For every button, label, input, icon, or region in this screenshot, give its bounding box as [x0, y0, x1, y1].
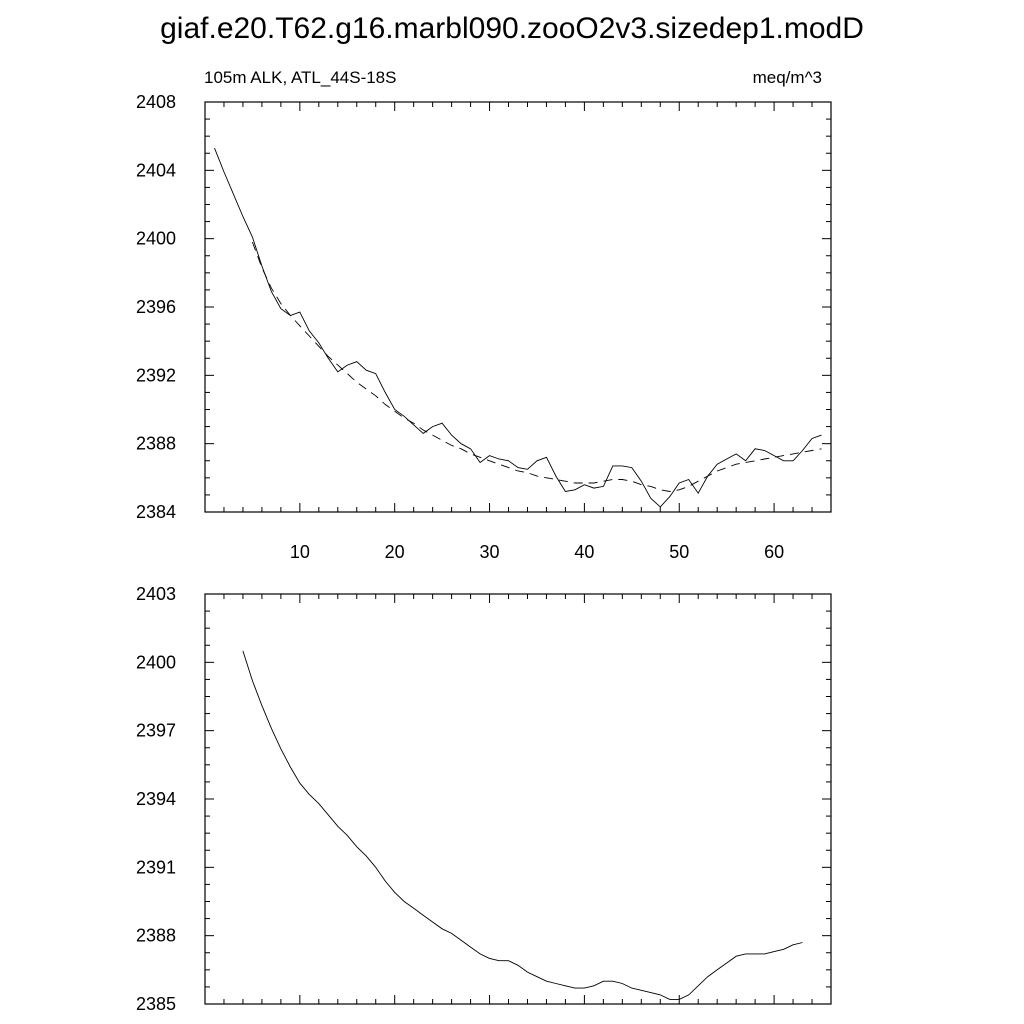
top-panel-y-tick-label: 2396	[135, 297, 176, 317]
top-panel-lines	[215, 148, 822, 507]
top-panel-x-tick-label: 60	[764, 542, 785, 562]
top-panel-x-tick-label: 40	[574, 542, 595, 562]
top-panel-y-tick-label: 2392	[135, 365, 176, 386]
top-panel-x-tick-label: 50	[669, 542, 690, 562]
bottom-panel	[136, 584, 831, 1014]
top-panel-ticks	[205, 102, 831, 512]
top-panel-y-tick-label: 2388	[135, 433, 176, 454]
top-panel-series-solid-0	[215, 148, 822, 507]
top-panel-tick-labels	[136, 92, 784, 562]
top-panel-x-tick-label: 20	[384, 542, 405, 562]
bottom-panel-lines	[243, 651, 803, 1000]
bottom-panel-y-tick-label: 2385	[135, 994, 176, 1014]
top-panel-y-tick-label: 2408	[135, 92, 176, 112]
top-panel-variable-label: 105m ALK, ATL_44S-18S	[204, 68, 397, 87]
top-panel-unit-label: meq/m^3	[752, 68, 822, 87]
top-panel-y-tick-label: 2404	[135, 160, 176, 181]
bottom-panel-y-tick-label: 2400	[135, 652, 176, 673]
top-panel-x-tick-label: 30	[479, 542, 500, 562]
bottom-panel-y-tick-label: 2403	[135, 584, 176, 604]
bottom-panel-ticks	[205, 594, 831, 1004]
bottom-panel-y-tick-label: 2391	[135, 857, 176, 878]
bottom-panel-y-tick-label: 2388	[135, 925, 176, 946]
top-panel-frame	[205, 102, 831, 512]
top-panel	[136, 68, 831, 562]
bottom-panel-y-tick-label: 2397	[135, 720, 176, 741]
bottom-panel-y-tick-label: 2394	[135, 789, 176, 809]
top-panel-x-tick-label: 10	[289, 542, 310, 562]
top-panel-y-tick-label: 2400	[135, 228, 176, 249]
bottom-panel-frame	[205, 594, 831, 1004]
top-panel-y-tick-label: 2384	[135, 502, 176, 522]
bottom-panel-series-solid-0	[243, 651, 803, 1000]
figure-title: giaf.e20.T62.g16.marbl090.zooO2v3.sizedep1.modD	[160, 12, 864, 45]
bottom-panel-tick-labels	[136, 584, 176, 1014]
